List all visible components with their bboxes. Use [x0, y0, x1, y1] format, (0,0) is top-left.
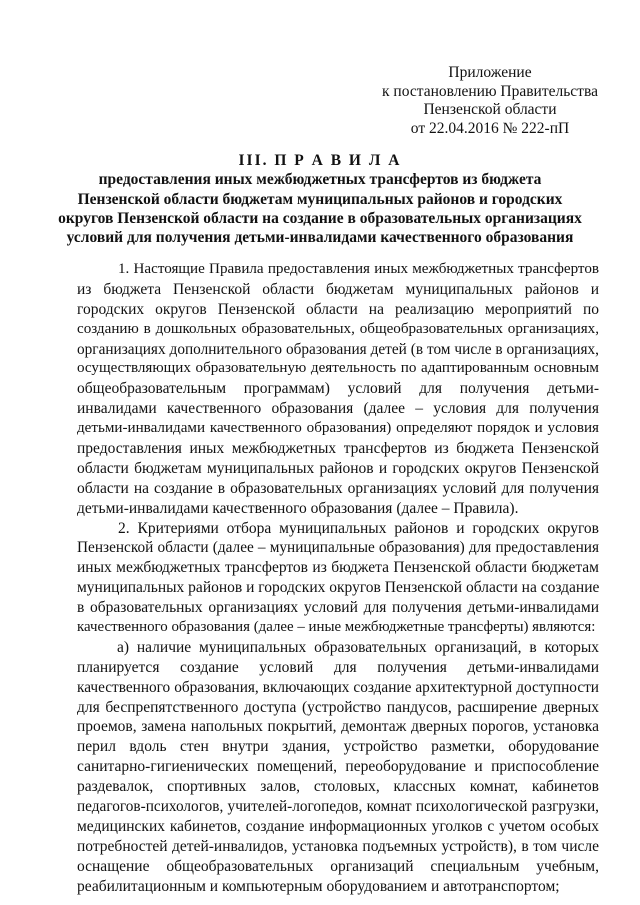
paragraph-1-line: из бюджета Пензенской области бюджетам муниципальных районов и [77, 280, 599, 298]
paragraph-1-line: области бюджетам муниципальных районов и городских округов Пензенской [77, 459, 599, 477]
paragraph-1-line: созданию в дошкольных образовательных, общеобразовательных организациях, [77, 320, 599, 337]
appendix-line: Пензенской области [423, 101, 557, 118]
heading-subtitle-line: округов Пензенской области на создание в образовательных организациях [58, 209, 582, 227]
subparagraph-a-line: потребностей детей-инвалидов, установка подъемных устройств), в том числе [77, 837, 599, 855]
subparagraph-a-line: раздевалок, спортивных залов, столовых, классных комнат, кабинетов [77, 778, 599, 796]
subparagraph-a-line: а) наличие муниципальных образовательных организаций, в которых [117, 638, 599, 656]
subparagraph-a-line: оснащение общеобразовательных организаций специальным учебным, [77, 857, 599, 875]
appendix-block [360, 64, 620, 138]
heading-subtitle-line: Пензенской области бюджетам муниципальных районов и городских [77, 190, 563, 208]
paragraph-2-line: 2. Критериями отбора муниципальных районов и городских округов [118, 519, 599, 537]
subparagraph-a-line: педагогов-психологов, учителей-логопедов, комнат психологической разгрузки, [77, 798, 599, 816]
appendix-line: от 22.04.2016 № 222-пП [410, 119, 570, 137]
heading-subtitle-line: предоставления иных межбюджетных трансфертов из бюджета [98, 171, 542, 189]
paragraph-1-line: общеобразовательным программам) условий для получения детьми- [77, 380, 599, 398]
subparagraph-a-line: качественного образования, включающих создание архитектурной доступности [77, 678, 599, 696]
paragraph-2-line: качественного образования (далее – иные межбюджетные трансферты) являются: [77, 619, 596, 636]
paragraph-1-line: детьми-инвалидами качественного образования) определяют порядок и условия [77, 420, 599, 437]
document-heading [20, 151, 620, 247]
paragraph-2-line: муниципальных районов и городских округов Пензенской области на создание [77, 579, 600, 597]
paragraph-1-line: предоставления иных межбюджетных трансфертов из бюджета Пензенской [77, 440, 599, 458]
heading-subtitle-line: условий для получения детьми-инвалидами качественного образования [66, 229, 574, 247]
subparagraph-a-line: перил вдоль стен внутри здания, устройство разметки, оборудование [77, 738, 599, 756]
subparagraph-a-line: для беспрепятственного доступа (устройство пандусов, расширение дверных [77, 698, 599, 716]
paragraph-2-line: Пензенской области (далее – муниципальные образования) для предоставления [77, 539, 599, 557]
subparagraph-a-line: реабилитационным и компьютерным оборудованием и автотранспортом; [77, 877, 560, 895]
appendix-line: к постановлению Правительства [382, 82, 598, 100]
subparagraph-a-line: санитарно-гигиенических помещений, переоборудование и приспособление [77, 758, 599, 776]
paragraph-1-line: осуществляющих образовательную деятельность по адаптированным основным [77, 360, 599, 377]
paragraph-1-line: инвалидами качественного образования (далее – условия для получения [77, 400, 599, 418]
paragraph-1-line: детьми-инвалидами качественного образования (далее – Правила). [77, 499, 519, 517]
heading-title: III. П Р А В И Л А [238, 152, 402, 169]
subparagraph-a-line: проемов, замена напольных покрытий, демонтаж дверных порогов, установка [77, 718, 599, 736]
paragraph-1-line: области на создание в образовательных организациях условий для получения [77, 479, 599, 497]
subparagraph-a-line: медицинских кабинетов, создание информационных уголков с учетом особых [77, 817, 599, 835]
document-body [77, 260, 599, 897]
appendix-line: Приложение [448, 64, 532, 81]
subparagraph-a-line: планируется создание условий для получения детьми-инвалидами [77, 658, 599, 676]
paragraph-2-line: в образовательных организациях условий для получения детьми-инвалидами [77, 599, 599, 617]
paragraph-2-line: иных межбюджетных трансфертов из бюджета Пензенской области бюджетам [77, 559, 599, 577]
paragraph-1-line: 1. Настоящие Правила предоставления иных межбюджетных трансфертов [118, 261, 599, 277]
paragraph-1-line: городских округов Пензенской области на реализацию мероприятий по [77, 300, 599, 318]
paragraph-1-line: организациях дополнительного образования детей (в том числе в организациях, [77, 340, 599, 358]
